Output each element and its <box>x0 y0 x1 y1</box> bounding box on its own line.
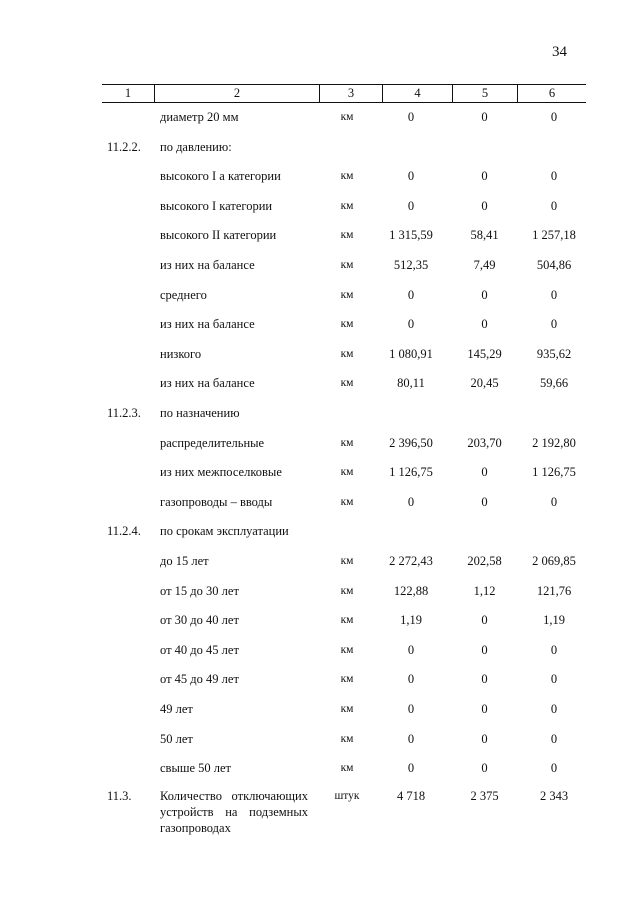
row-label: высокого I а категории <box>160 169 281 184</box>
value-col-6: 0 <box>550 169 558 184</box>
row-unit: км <box>340 288 354 301</box>
row-unit: км <box>340 673 354 686</box>
row-label: высокого I категории <box>160 198 273 213</box>
value-col-5: 2 375 <box>470 789 499 803</box>
table-row <box>0 315 638 333</box>
table-row <box>0 700 638 718</box>
row-label: до 15 лет <box>160 554 209 568</box>
value-col-5: 203,70 <box>467 435 502 450</box>
value-col-5: 145,29 <box>467 346 502 361</box>
table-header <box>102 84 586 103</box>
value-col-4: 0 <box>407 761 415 776</box>
value-col-6: 0 <box>550 110 558 124</box>
table-row <box>0 404 638 422</box>
value-col-5: 0 <box>481 110 488 124</box>
row-label: 50 лет <box>160 731 193 746</box>
value-col-4: 4 718 <box>396 789 426 803</box>
table-row <box>0 256 638 274</box>
value-col-5: 0 <box>481 731 488 746</box>
value-col-4: 2 396,50 <box>389 435 433 450</box>
row-label: из них на балансе <box>160 258 255 272</box>
value-col-5: 1,12 <box>473 583 496 598</box>
value-col-4: 512,35 <box>393 258 429 272</box>
value-col-6: 1 126,75 <box>532 465 576 480</box>
row-unit: км <box>340 259 354 271</box>
row-unit: км <box>340 199 354 212</box>
row-number: 11.2.2. <box>107 139 141 154</box>
table-row <box>0 641 638 659</box>
value-col-4: 122,88 <box>393 583 429 598</box>
value-col-4: 0 <box>407 317 415 332</box>
row-label: от 40 до 45 лет <box>160 642 239 657</box>
row-label: по давлению: <box>160 139 232 154</box>
header-cell: 2 <box>154 85 319 102</box>
value-col-4: 0 <box>407 731 415 746</box>
row-unit: км <box>340 762 354 775</box>
row-unit: штук <box>334 790 360 802</box>
value-col-6: 0 <box>550 642 558 657</box>
row-label: распределительные <box>160 435 265 450</box>
table-row <box>0 434 638 452</box>
table-row <box>0 552 638 570</box>
header-cell: 1 <box>124 86 132 100</box>
value-col-4: 0 <box>407 672 415 687</box>
row-label: низкого <box>160 346 202 361</box>
value-col-6: 59,66 <box>539 376 569 391</box>
value-col-5: 0 <box>481 465 488 480</box>
row-unit: км <box>340 377 354 390</box>
value-col-4: 0 <box>407 494 415 509</box>
header-cell: 5 <box>452 85 517 102</box>
row-unit: км <box>340 703 354 715</box>
table-row <box>0 730 638 748</box>
value-col-5: 0 <box>481 198 488 213</box>
row-unit: км <box>340 111 354 123</box>
value-col-4: 0 <box>407 642 415 657</box>
table-row <box>0 463 638 481</box>
value-col-4: 0 <box>407 169 415 184</box>
table-row <box>0 522 638 540</box>
value-col-4: 0 <box>407 287 415 302</box>
value-col-6: 1 257,18 <box>532 228 576 243</box>
value-col-5: 0 <box>481 613 488 628</box>
value-col-5: 0 <box>481 317 488 332</box>
row-label: высокого II категории <box>160 228 277 243</box>
table-row <box>0 226 638 244</box>
row-unit: км <box>340 614 354 627</box>
row-label: Количество отключающих устройств на подземных газопроводах <box>160 789 308 835</box>
value-col-5: 202,58 <box>467 554 502 568</box>
table-row <box>0 374 638 392</box>
value-col-4: 0 <box>407 198 415 213</box>
row-unit: км <box>340 347 354 360</box>
row-label: газопроводы – вводы <box>160 494 273 509</box>
row-number: 11.3. <box>107 789 132 803</box>
row-label: по назначению <box>160 406 240 420</box>
table-row <box>0 582 638 600</box>
row-label: от 30 до 40 лет <box>160 613 239 628</box>
value-col-5: 0 <box>481 702 488 716</box>
value-col-6: 1,19 <box>543 613 565 628</box>
value-col-6: 0 <box>550 731 558 746</box>
value-col-6: 0 <box>550 702 558 716</box>
value-col-6: 0 <box>550 287 558 302</box>
value-col-4: 1 315,59 <box>389 228 433 243</box>
table-row <box>0 345 638 363</box>
value-col-6: 2 343 <box>539 789 569 803</box>
table-row <box>0 286 638 304</box>
value-col-4: 0 <box>407 110 415 124</box>
row-unit: км <box>340 495 354 508</box>
row-unit: км <box>340 229 354 242</box>
row-label: от 45 до 49 лет <box>160 672 239 687</box>
value-col-4: 2 272,43 <box>389 554 433 568</box>
value-col-6: 0 <box>550 672 558 687</box>
value-col-6: 504,86 <box>536 258 572 272</box>
value-col-5: 0 <box>481 761 488 776</box>
value-col-6: 0 <box>550 317 558 332</box>
row-label: из них на балансе <box>160 376 255 391</box>
table-row <box>0 611 638 629</box>
table-row <box>0 670 638 688</box>
row-number: 11.2.4. <box>107 524 141 539</box>
header-cell: 4 <box>382 85 452 102</box>
table-row <box>0 167 638 185</box>
value-col-6: 935,62 <box>536 346 572 361</box>
value-col-5: 20,45 <box>470 376 499 391</box>
table-row <box>0 108 638 126</box>
value-col-5: 0 <box>481 169 488 184</box>
value-col-5: 58,41 <box>470 228 499 243</box>
table-row <box>0 759 638 777</box>
value-col-6: 0 <box>550 761 558 776</box>
row-label: диаметр 20 мм <box>160 110 239 124</box>
row-label: из них межпоселковые <box>160 465 282 480</box>
value-col-5: 0 <box>481 642 488 657</box>
value-col-6: 2 192,80 <box>532 435 576 450</box>
value-col-4: 1 126,75 <box>389 465 433 480</box>
row-label: от 15 до 30 лет <box>160 583 239 598</box>
table-row <box>0 493 638 511</box>
row-label: свыше 50 лет <box>160 761 232 776</box>
row-unit: км <box>340 466 354 479</box>
value-col-5: 0 <box>481 287 488 302</box>
value-col-5: 0 <box>481 494 488 509</box>
header-cell: 6 <box>517 85 586 102</box>
row-unit: км <box>340 643 354 656</box>
value-col-4: 80,11 <box>397 376 425 391</box>
row-label: по срокам эксплуатации <box>160 524 289 539</box>
value-col-4: 1,19 <box>400 613 422 628</box>
row-label: из них на балансе <box>160 317 255 332</box>
value-col-4: 1 080,91 <box>389 346 433 361</box>
row-label: 49 лет <box>160 702 193 716</box>
table-row <box>0 138 638 156</box>
row-unit: км <box>340 318 354 331</box>
value-col-6: 2 069,85 <box>532 554 576 568</box>
page-number: 34 <box>552 44 567 60</box>
value-col-6: 0 <box>550 198 558 213</box>
value-col-6: 121,76 <box>536 583 572 598</box>
row-unit: км <box>340 732 354 745</box>
row-label: среднего <box>160 287 207 302</box>
value-col-4: 0 <box>407 702 415 716</box>
row-unit: км <box>340 436 354 449</box>
row-number: 11.2.3. <box>107 406 141 420</box>
value-col-6: 0 <box>550 494 558 509</box>
header-cell: 3 <box>319 85 382 102</box>
row-unit: км <box>340 555 354 567</box>
table-row <box>0 197 638 215</box>
value-col-5: 0 <box>481 672 488 687</box>
value-col-5: 7,49 <box>473 258 496 272</box>
row-unit: км <box>340 584 354 597</box>
row-unit: км <box>340 170 354 183</box>
